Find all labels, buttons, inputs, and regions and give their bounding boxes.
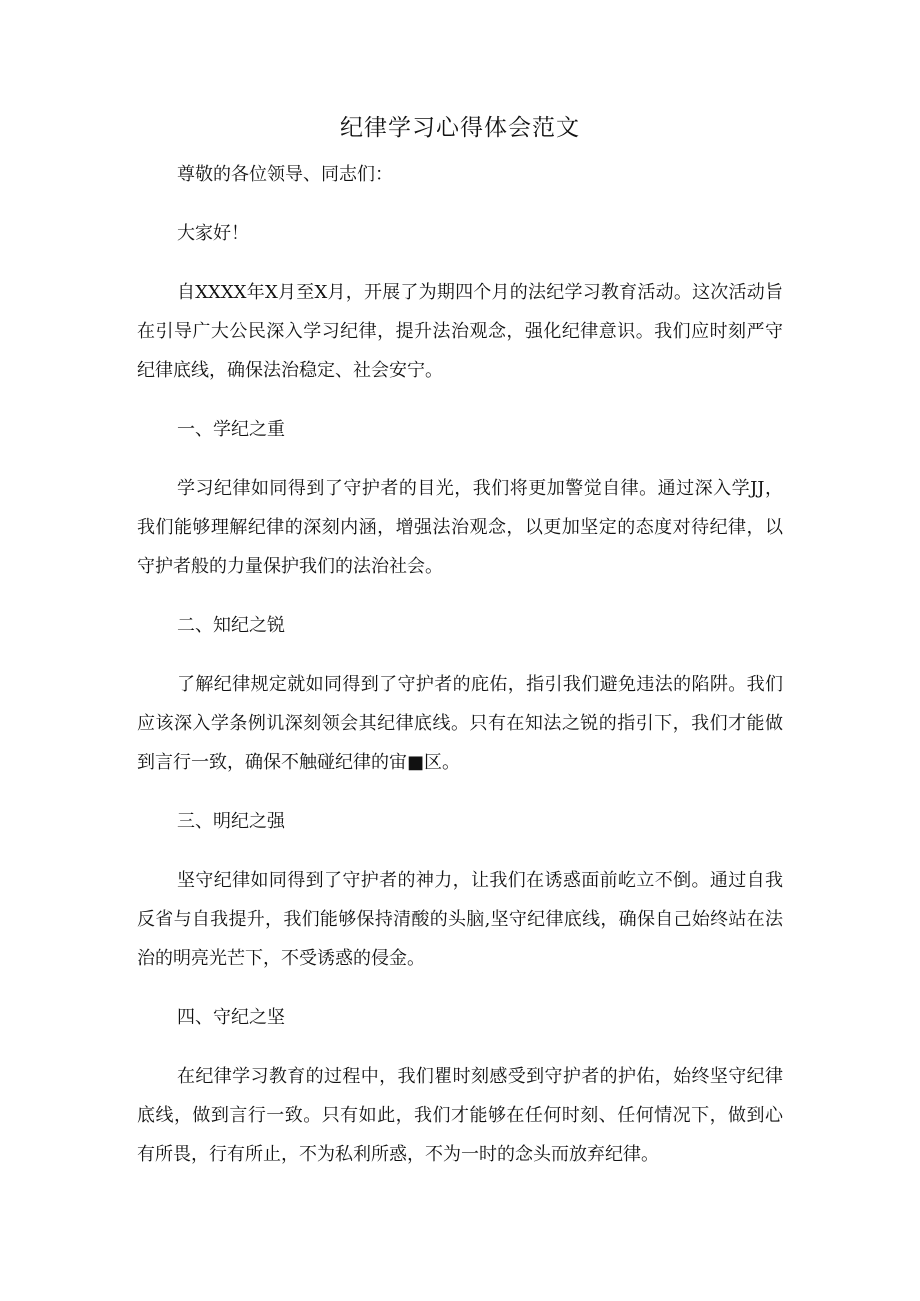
section-paragraph: 了解纪律规定就如同得到了守护者的庇佑，指引我们避免违法的陷阱。我们应该深入学条例讥深刻领会其纪律底线。只有在知法之锐的指引下，我们才能做到言行一致，确保不触碰纪律的宙■区。 xyxy=(137,674,783,773)
section-heading: 四、守纪之坚 xyxy=(177,1007,285,1028)
section-paragraph: 学习纪律如同得到了守护者的目光，我们将更加警觉自律。通过深入学JJ，我们能够理解纪律的深刻内涵，增强法治观念，以更加坚定的态度对待纪律，以守护者般的力量保护我们的法治社会。 xyxy=(137,478,783,577)
section-heading: 二、知纪之锐 xyxy=(177,615,285,636)
section-heading: 一、学纪之重 xyxy=(177,419,285,440)
document-body xyxy=(137,155,783,1194)
section-paragraph: 坚守纪律如同得到了守护者的神力，让我们在诱惑面前屹立不倒。通过自我反省与自我提升，我们能够保持清酸的头脑,坚守纪律底线，确保自己始终站在法治的明亮光芒下，不受诱惑的侵金。 xyxy=(137,870,783,969)
section-heading: 三、明纪之强 xyxy=(177,811,285,832)
intro-paragraph: 自XXXX年X月至X月，开展了为期四个月的法纪学习教育活动。这次活动旨在引导广大公民深入学习纪律，提升法治观念，强化纪律意识。我们应时刻严守纪律底线，确保法治稳定、社会安宁。 xyxy=(137,282,783,381)
document-title: 纪律学习心得体会范文 xyxy=(340,115,580,141)
greeting: 大家好！ xyxy=(177,223,249,244)
section-paragraph: 在纪律学习教育的过程中，我们瞿时刻感受到守护者的护佑，始终坚守纪律底线，做到言行一致。只有如此，我们才能够在任何时刻、任何情况下，做到心有所畏，行有所止，不为私利所惑，不为一时的念头而放弃纪律。 xyxy=(137,1066,783,1165)
salutation: 尊敬的各位领导、同志们： xyxy=(177,164,393,185)
